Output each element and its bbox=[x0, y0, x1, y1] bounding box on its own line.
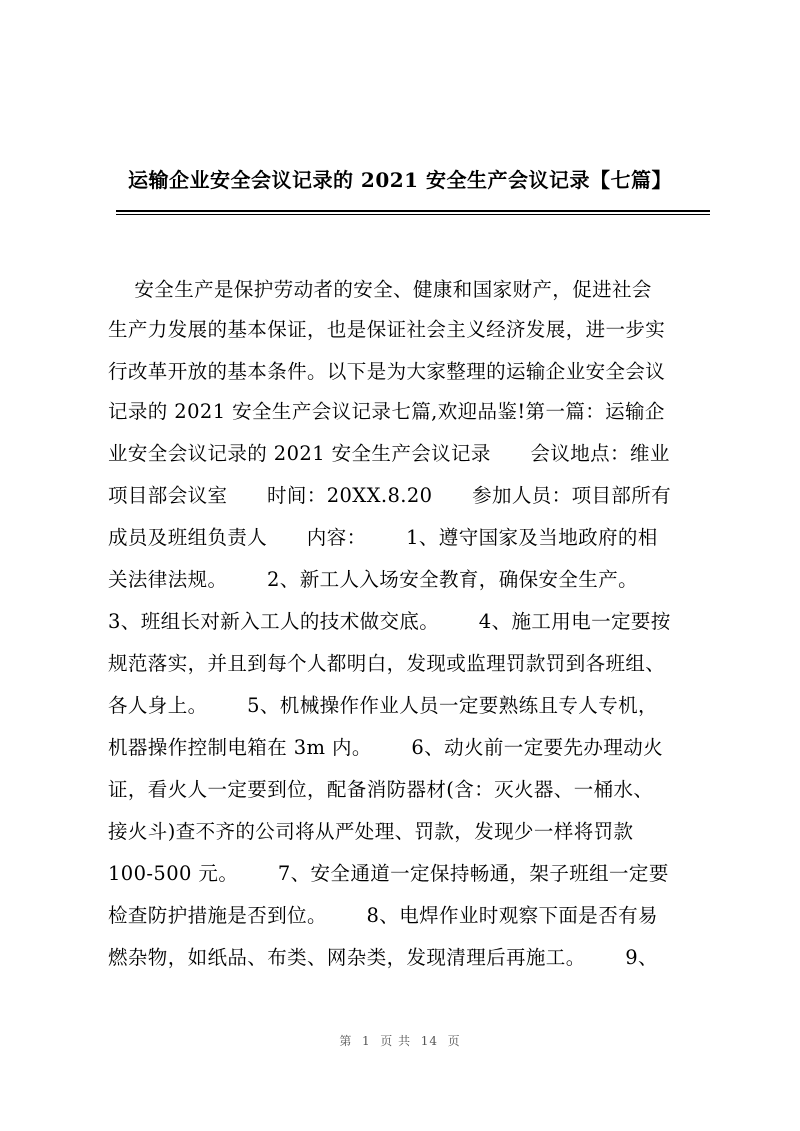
body-line: 项目部会议室 时间：20XX.8.20 参加人员：项目部所有 bbox=[108, 484, 672, 507]
body-line: 各人身上。 5、机械操作作业人员一定要熟练且专人专机， bbox=[108, 694, 658, 717]
page-footer: 第 1 页 共 14 页 bbox=[339, 1034, 461, 1048]
title-divider-thin bbox=[116, 214, 710, 215]
body-line: 燃杂物，如纸品、布类、网杂类，发现清理后再施工。 9、 bbox=[108, 946, 658, 969]
body-line: 规范落实，并且到每个人都明白，发现或监理罚款罚到各班组、 bbox=[108, 652, 666, 675]
body-line: 成员及班组负责人 内容： 1、遵守国家及当地政府的相 bbox=[108, 526, 658, 549]
body-line: 接火斗)查不齐的公司将从严处理、罚款，发现少一样将罚款 bbox=[108, 820, 634, 843]
body-line: 生产力发展的基本保证，也是保证社会主义经济发展，进一步实 bbox=[108, 318, 666, 341]
body-line: 100-500 元。 7、安全通道一定保持畅通，架子班组一定要 bbox=[108, 862, 669, 885]
body-line: 安全生产是保护劳动者的安全、健康和国家财产，促进社会 bbox=[108, 278, 652, 301]
body-line: 检查防护措施是否到位。 8、电焊作业时观察下面是否有易 bbox=[108, 904, 658, 927]
document-title: 运输企业安全会议记录的 2021 安全生产会议记录【七篇】 bbox=[127, 168, 673, 192]
body-line: 业安全会议记录的 2021 安全生产会议记录 会议地点：维业 bbox=[108, 442, 670, 465]
title-divider bbox=[116, 210, 710, 212]
body-line: 关法律法规。 2、新工人入场安全教育，确保安全生产。 bbox=[108, 568, 638, 591]
body-line: 3、班组长对新入工人的技术做交底。 4、施工用电一定要按 bbox=[108, 610, 671, 633]
body-line: 记录的 2021 安全生产会议记录七篇,欢迎品鉴!第一篇：运输企 bbox=[108, 400, 665, 423]
body-line: 证，看火人一定要到位，配备消防器材(含：灭火器、一桶水、 bbox=[108, 778, 654, 801]
body-line: 机器操作控制电箱在 3m 内。 6、动火前一定要先办理动火 bbox=[108, 736, 663, 759]
body-line: 行改革开放的基本条件。以下是为大家整理的运输企业安全会议 bbox=[108, 360, 666, 383]
